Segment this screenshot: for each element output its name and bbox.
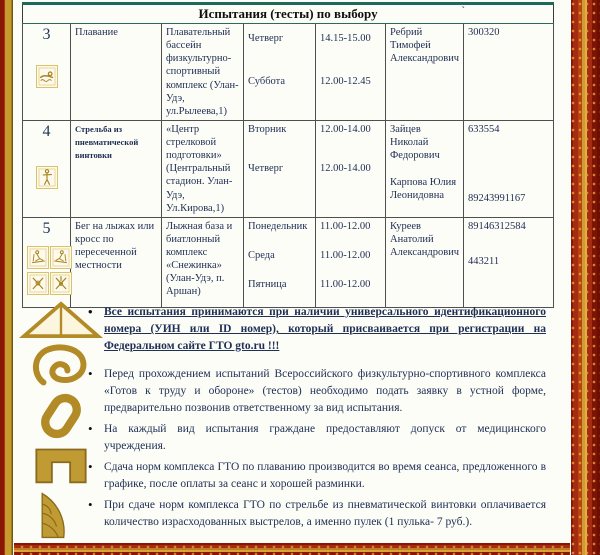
time-label: 14.15-15.00: [320, 33, 371, 44]
fingerprint-fan-icon: [33, 489, 89, 541]
time-label: 12.00-14.00: [320, 163, 371, 174]
bullet-dot-icon: •: [88, 366, 93, 381]
tent-triangle-icon: [19, 301, 103, 339]
table-row: [23, 120, 554, 217]
cell-venue: [162, 24, 244, 121]
time-label: 12.00-14.00: [320, 123, 371, 135]
note-text: Все испытания принимаются при наличии универсального идентификационного номера (УИН или ID номер), который присваивается при регистрации на Федеральном сайте ГТО gto.ru !!!: [104, 306, 546, 352]
margin-decorations: [14, 301, 108, 541]
row-number: 5: [42, 219, 51, 237]
contact-name: Ребрий Тимофей Александрович: [390, 27, 460, 65]
bullet-dot-icon: •: [88, 304, 93, 319]
phone-number: 443211: [468, 255, 500, 267]
table-row: [23, 217, 554, 307]
note-item: [86, 497, 546, 531]
cell-sport: [71, 24, 162, 121]
skier-stamp-icon: [50, 246, 72, 269]
bullet-dot-icon: •: [88, 421, 93, 436]
sport-name: Бег на лыжах или кросс по пересеченной местности: [75, 220, 155, 272]
contact-name: Зайцев Николай Федорович: [390, 123, 440, 162]
scan-artifact-mark: `: [461, 5, 466, 17]
cell-venue: [162, 217, 244, 307]
shooting-stamp-icon: [36, 166, 58, 189]
phone-number: 300320: [468, 27, 500, 38]
cell-contact: [386, 120, 464, 217]
sport-name: Плавание: [75, 27, 118, 38]
note-text: Сдача норм комплекса ГТО по плаванию производится во время сеанса, предложенного в графике, после оплаты за сеанс и хорошей разминки.: [104, 461, 546, 490]
note-item: [86, 421, 546, 455]
table-row: [23, 24, 554, 121]
sport-name: Стрельба из пневматической винтовки: [75, 123, 139, 161]
cell-phone: [464, 24, 554, 121]
cell-days: [244, 24, 316, 121]
table-title-text: Испытания (тесты) по выбору: [198, 6, 378, 21]
phone-number: 89146312584: [468, 220, 526, 232]
cell-times: [316, 24, 386, 121]
rope-knot-icon: [29, 342, 93, 388]
cell-days: [244, 217, 316, 307]
row-number: 3: [42, 26, 51, 43]
cell-days: [244, 120, 316, 217]
cell-times: [316, 120, 386, 217]
bullet-dot-icon: •: [88, 497, 93, 512]
frame-border-left: [0, 0, 14, 555]
frame-border-right: [570, 0, 600, 555]
cell-number: [23, 120, 71, 217]
cell-phone: [464, 217, 554, 307]
cell-phone: [464, 120, 554, 217]
cell-sport: [71, 217, 162, 307]
row-number: 4: [42, 122, 51, 140]
swimming-stamp-icon: [36, 65, 58, 88]
cell-times: [316, 217, 386, 307]
day-label: Понедельник: [248, 220, 308, 232]
staple-bracket-icon: [31, 444, 91, 486]
bullet-dot-icon: •: [88, 459, 93, 474]
day-label: Среда: [248, 249, 275, 261]
time-label: 11.00-12.00: [320, 279, 371, 290]
day-label: Четверг: [248, 163, 284, 174]
cell-number: [23, 217, 71, 307]
skiing-stamps-group: [27, 246, 72, 295]
venue-text: Лыжная база и биатлонный комплекс «Снежинка» (Улан-Удэ, п. Аршан): [166, 220, 233, 298]
venue-text: «Центр стрелковой подготовки» (Центральный стадион. Улан-Удэ, Ул.Кирова,1): [166, 123, 233, 214]
contact-name: Карпова Юлия Леонидовна: [390, 177, 457, 202]
cell-contact: [386, 24, 464, 121]
crossed-skis-stamp-icon: [50, 272, 72, 295]
crossed-skis-stamp-icon: [27, 272, 49, 295]
cell-contact: [386, 217, 464, 307]
twisted-ring-icon: [32, 391, 90, 441]
note-item: [86, 304, 546, 355]
note-item: [86, 366, 546, 417]
note-text: При сдаче норм комплекса ГТО по стрельбе из пневматической винтовки оплачивается количество израсходованных выстрелов, а именно пулек (1 пулька- 7 руб.).: [104, 499, 546, 528]
note-text: Перед прохождением испытаний Всероссийского физкультурно-спортивного комплекса «Готов к труду и обороне» (тестов) необходимо подать заявку в устной форме, предварительно позвонив ответственному за вид испытания.: [104, 368, 546, 414]
note-item: [86, 459, 546, 493]
frame-border-bottom: [0, 543, 600, 555]
day-label: Четверг: [248, 33, 284, 44]
time-label: 11.00-12.00: [320, 249, 371, 261]
cell-number: [23, 24, 71, 121]
note-text: На каждый вид испытания граждане предоставляют допуск от медицинского учреждения.: [104, 423, 546, 452]
table-header-row: [23, 4, 554, 24]
cell-venue: [162, 120, 244, 217]
skier-stamp-icon: [27, 246, 49, 269]
day-label: Вторник: [248, 123, 287, 135]
day-label: Пятница: [248, 279, 287, 290]
time-label: 11.00-12.00: [320, 220, 371, 232]
notes-list: [86, 304, 546, 535]
table-title: [23, 4, 554, 24]
day-label: Суббота: [248, 76, 286, 88]
venue-text: Плавательный бассейн физкультурно-спортивный комплекс (Улан-Удэ, ул.Рылеева,1): [166, 27, 239, 117]
phone-number: 633554: [468, 123, 500, 135]
phone-number: 89243991167: [468, 193, 526, 204]
tests-schedule-table: [22, 2, 554, 308]
time-label: 12.00-12.45: [320, 76, 371, 88]
cell-sport: [71, 120, 162, 217]
contact-name: Куреев Анатолий Александрович: [390, 220, 460, 258]
